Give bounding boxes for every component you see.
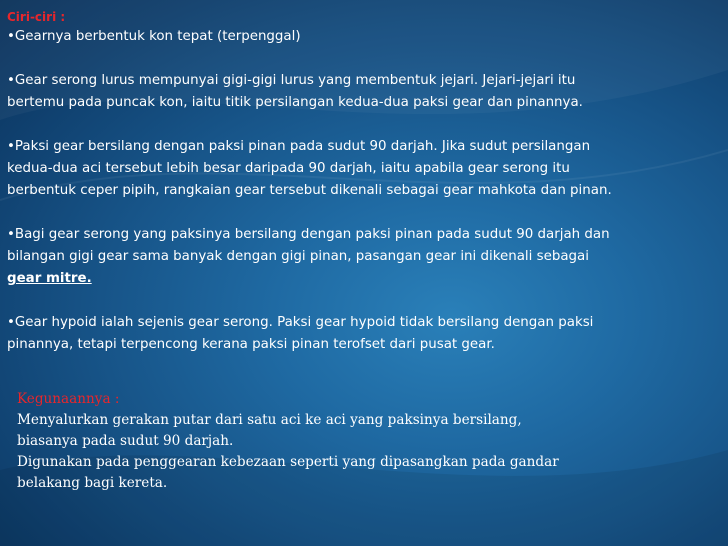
paragraph-paksi-line-1: •Paksi gear bersilang dengan paksi pinan pada sudut 90 darjah. Jika sudut persilangan [7,139,591,154]
paragraph-hypoid-line-1: •Gear hypoid ialah sejenis gear serong. Paksi gear hypoid tidak bersilang dengan paksi [7,315,594,330]
usage-text-block [17,389,677,494]
gear-mitre-term: gear mitre. [7,271,92,286]
spacer [7,202,721,224]
paragraph-hypoid-line-2: pinannya, tetapi terpencong kerana paksi pinan terofset dari pusat gear. [7,337,495,352]
usage-line-2: biasanya pada sudut 90 darjah. [17,433,234,449]
ciri-ciri-heading: Ciri-ciri : [7,10,66,24]
spacer [7,48,721,70]
usage-line-4: belakang bagi kereta. [17,475,168,491]
spacer [7,290,721,312]
usage-line-3: Digunakan pada penggearan kebezaan seperti yang dipasangkan pada gandar [17,454,559,470]
usage-line-1: Menyalurkan gerakan putar dari satu aci ke aci yang paksinya bersilang, [17,412,522,428]
paragraph-gear-mitre-line-1: •Bagi gear serong yang paksinya bersilang dengan paksi pinan pada sudut 90 darjah dan [7,227,610,242]
paragraph-gear-serong-line-1: •Gear serong lurus mempunyai gigi-gigi lurus yang membentuk jejari. Jejari-jejari itu [7,73,576,88]
main-text-block [7,8,721,356]
paragraph-gear-mitre-line-2: bilangan gigi gear sama banyak dengan gigi pinan, pasangan gear ini dikenali sebagai [7,249,589,264]
paragraph-paksi-line-2: kedua-dua aci tersebut lebih besar daripada 90 darjah, iaitu apabila gear serong itu [7,161,570,176]
paragraph-paksi-line-3: berbentuk ceper pipih, rangkaian gear tersebut dikenali sebagai gear mahkota dan pinan. [7,183,612,198]
paragraph-gear-mitre-line-3 [7,268,721,290]
paragraph-gear-serong-line-2: bertemu pada puncak kon, iaitu titik persilangan kedua-dua paksi gear dan pinannya. [7,95,583,110]
kegunaannya-heading: Kegunaannya : [17,391,120,407]
spacer [7,114,721,136]
paragraph-kon-tepat: •Gearnya berbentuk kon tepat (terpenggal) [7,29,301,44]
